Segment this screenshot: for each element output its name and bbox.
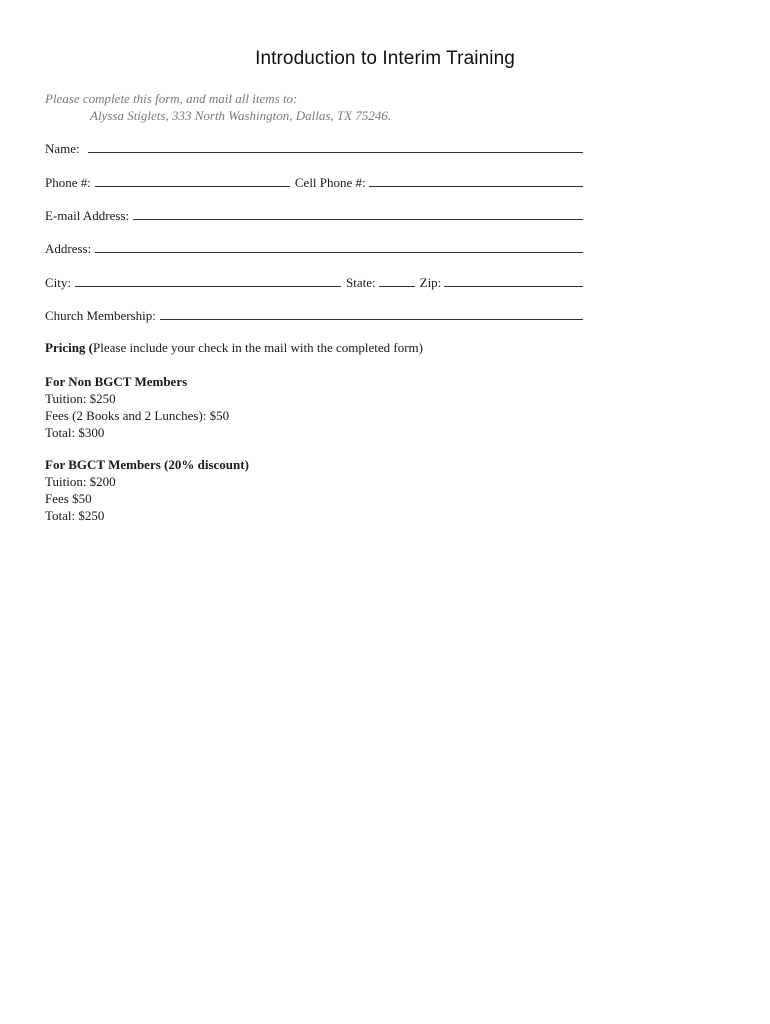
city-field[interactable]	[75, 286, 341, 287]
pricing-note: Please include your check in the mail with the completed form)	[93, 340, 423, 355]
address-field[interactable]	[95, 252, 583, 253]
state-field[interactable]	[379, 286, 415, 287]
state-label: State:	[346, 275, 376, 290]
cell-phone-label: Cell Phone #:	[294, 175, 366, 190]
email-label: E-mail Address:	[45, 208, 130, 223]
non-bgct-section	[45, 373, 229, 441]
church-row	[45, 305, 583, 323]
mailing-instructions	[45, 90, 391, 124]
pricing-label: Pricing (	[45, 340, 94, 355]
non-bgct-fees: Fees (2 Books and 2 Lunches): $50	[45, 408, 230, 423]
non-bgct-total: Total: $300	[45, 425, 105, 440]
bgct-section	[45, 456, 249, 524]
address-label: Address:	[45, 241, 92, 256]
mailing-address: Alyssa Stiglets, 333 North Washington, Dallas, TX 75246.	[90, 108, 392, 123]
non-bgct-heading: For Non BGCT Members	[45, 374, 188, 389]
bgct-heading: For BGCT Members (20% discount)	[45, 457, 249, 472]
church-label: Church Membership:	[45, 308, 156, 323]
city-state-zip-row	[45, 272, 583, 290]
phone-row	[45, 172, 583, 190]
cell-phone-field[interactable]	[369, 186, 583, 187]
address-row	[45, 238, 583, 256]
name-field[interactable]	[88, 152, 583, 153]
non-bgct-tuition: Tuition: $250	[45, 391, 116, 406]
bgct-tuition: Tuition: $200	[45, 474, 116, 489]
phone-label: Phone #:	[45, 175, 91, 190]
church-field[interactable]	[160, 319, 583, 320]
instructions-text: Please complete this form, and mail all items to:	[45, 91, 298, 106]
city-label: City:	[45, 275, 72, 290]
pricing-heading	[45, 340, 423, 356]
page-title: Introduction to Interim Training	[255, 48, 515, 69]
zip-field[interactable]	[444, 286, 583, 287]
name-label: Name:	[45, 141, 80, 156]
bgct-fees: Fees $50	[45, 491, 92, 506]
email-row	[45, 205, 583, 223]
zip-label: Zip:	[419, 275, 442, 290]
phone-field[interactable]	[95, 186, 290, 187]
name-row	[45, 138, 583, 156]
bgct-total: Total: $250	[45, 508, 105, 523]
email-field[interactable]	[133, 219, 583, 220]
